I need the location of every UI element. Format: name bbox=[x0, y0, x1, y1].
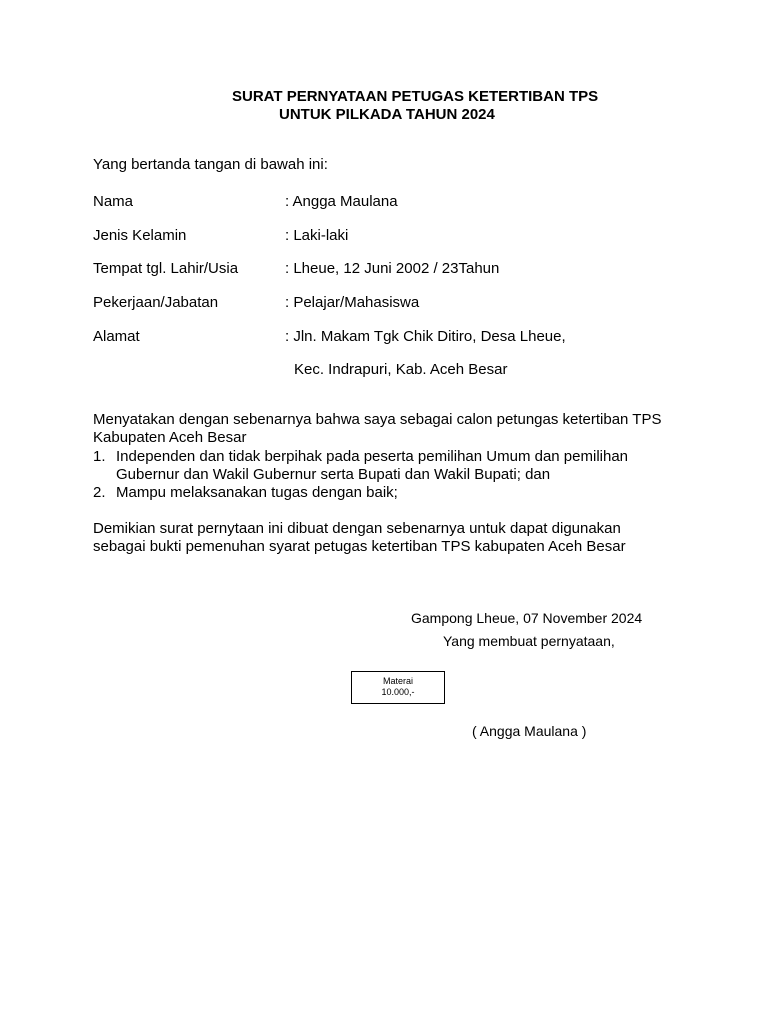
address-line2: Kec. Indrapuri, Kab. Aceh Besar bbox=[294, 361, 508, 378]
place-date: Gampong Lheue, 07 November 2024 bbox=[411, 610, 643, 626]
stamp-value: 10.000,- bbox=[381, 687, 415, 697]
field-value-alamat: : Jln. Makam Tgk Chik Ditiro, Desa Lheue, bbox=[285, 328, 566, 345]
field-label-pekerjaan: Pekerjaan/Jabatan bbox=[93, 294, 219, 311]
signer-name: ( Angga Maulana ) bbox=[472, 723, 587, 739]
document-title-line1: SURAT PERNYATAAN PETUGAS KETERTIBAN TPS bbox=[232, 88, 599, 105]
field-label-jenis-kelamin: Jenis Kelamin bbox=[93, 227, 187, 244]
statement-paragraph: Menyatakan dengan sebenarnya bahwa saya sebagai calon petungas ketertiban TPS Kabupaten Aceh Besar bbox=[93, 411, 662, 446]
signer-caption: Yang membuat pernyataan, bbox=[443, 633, 615, 649]
materai-stamp-box bbox=[351, 671, 445, 704]
document-title-line2: UNTUK PILKADA TAHUN 2024 bbox=[279, 106, 495, 123]
closing-paragraph: Demikian surat pernytaan ini dibuat dengan sebenarnya untuk dapat digunakan sebagai bukti pemenuhan syarat petugas ketertiban TPS kabupaten Aceh Besar bbox=[93, 520, 626, 555]
list-item bbox=[93, 448, 663, 484]
field-value-pekerjaan: : Pelajar/Mahasiswa bbox=[285, 294, 420, 311]
stamp-label: Materai bbox=[382, 676, 413, 686]
field-label-alamat: Alamat bbox=[93, 328, 140, 345]
field-value-tempat-tgl-lahir: : Lheue, 12 Juni 2002 / 23Tahun bbox=[285, 260, 500, 277]
list-item bbox=[93, 484, 663, 502]
field-label-nama: Nama bbox=[93, 193, 134, 210]
field-value-nama: : Angga Maulana bbox=[285, 193, 398, 210]
list-text: Mampu melaksanakan tugas dengan baik; bbox=[116, 484, 398, 501]
list-number: 2. bbox=[93, 484, 106, 501]
list-text: Independen dan tidak berpihak pada peserta pemilihan Umum dan pemilihan Gubernur dan Wakil Gubernur serta Bupati dan Wakil Bupati; dan bbox=[116, 448, 629, 483]
list-number: 1. bbox=[93, 448, 106, 465]
intro-text: Yang bertanda tangan di bawah ini: bbox=[93, 156, 328, 173]
field-label-tempat-tgl-lahir: Tempat tgl. Lahir/Usia bbox=[93, 260, 239, 277]
field-value-jenis-kelamin: : Laki-laki bbox=[285, 227, 349, 244]
